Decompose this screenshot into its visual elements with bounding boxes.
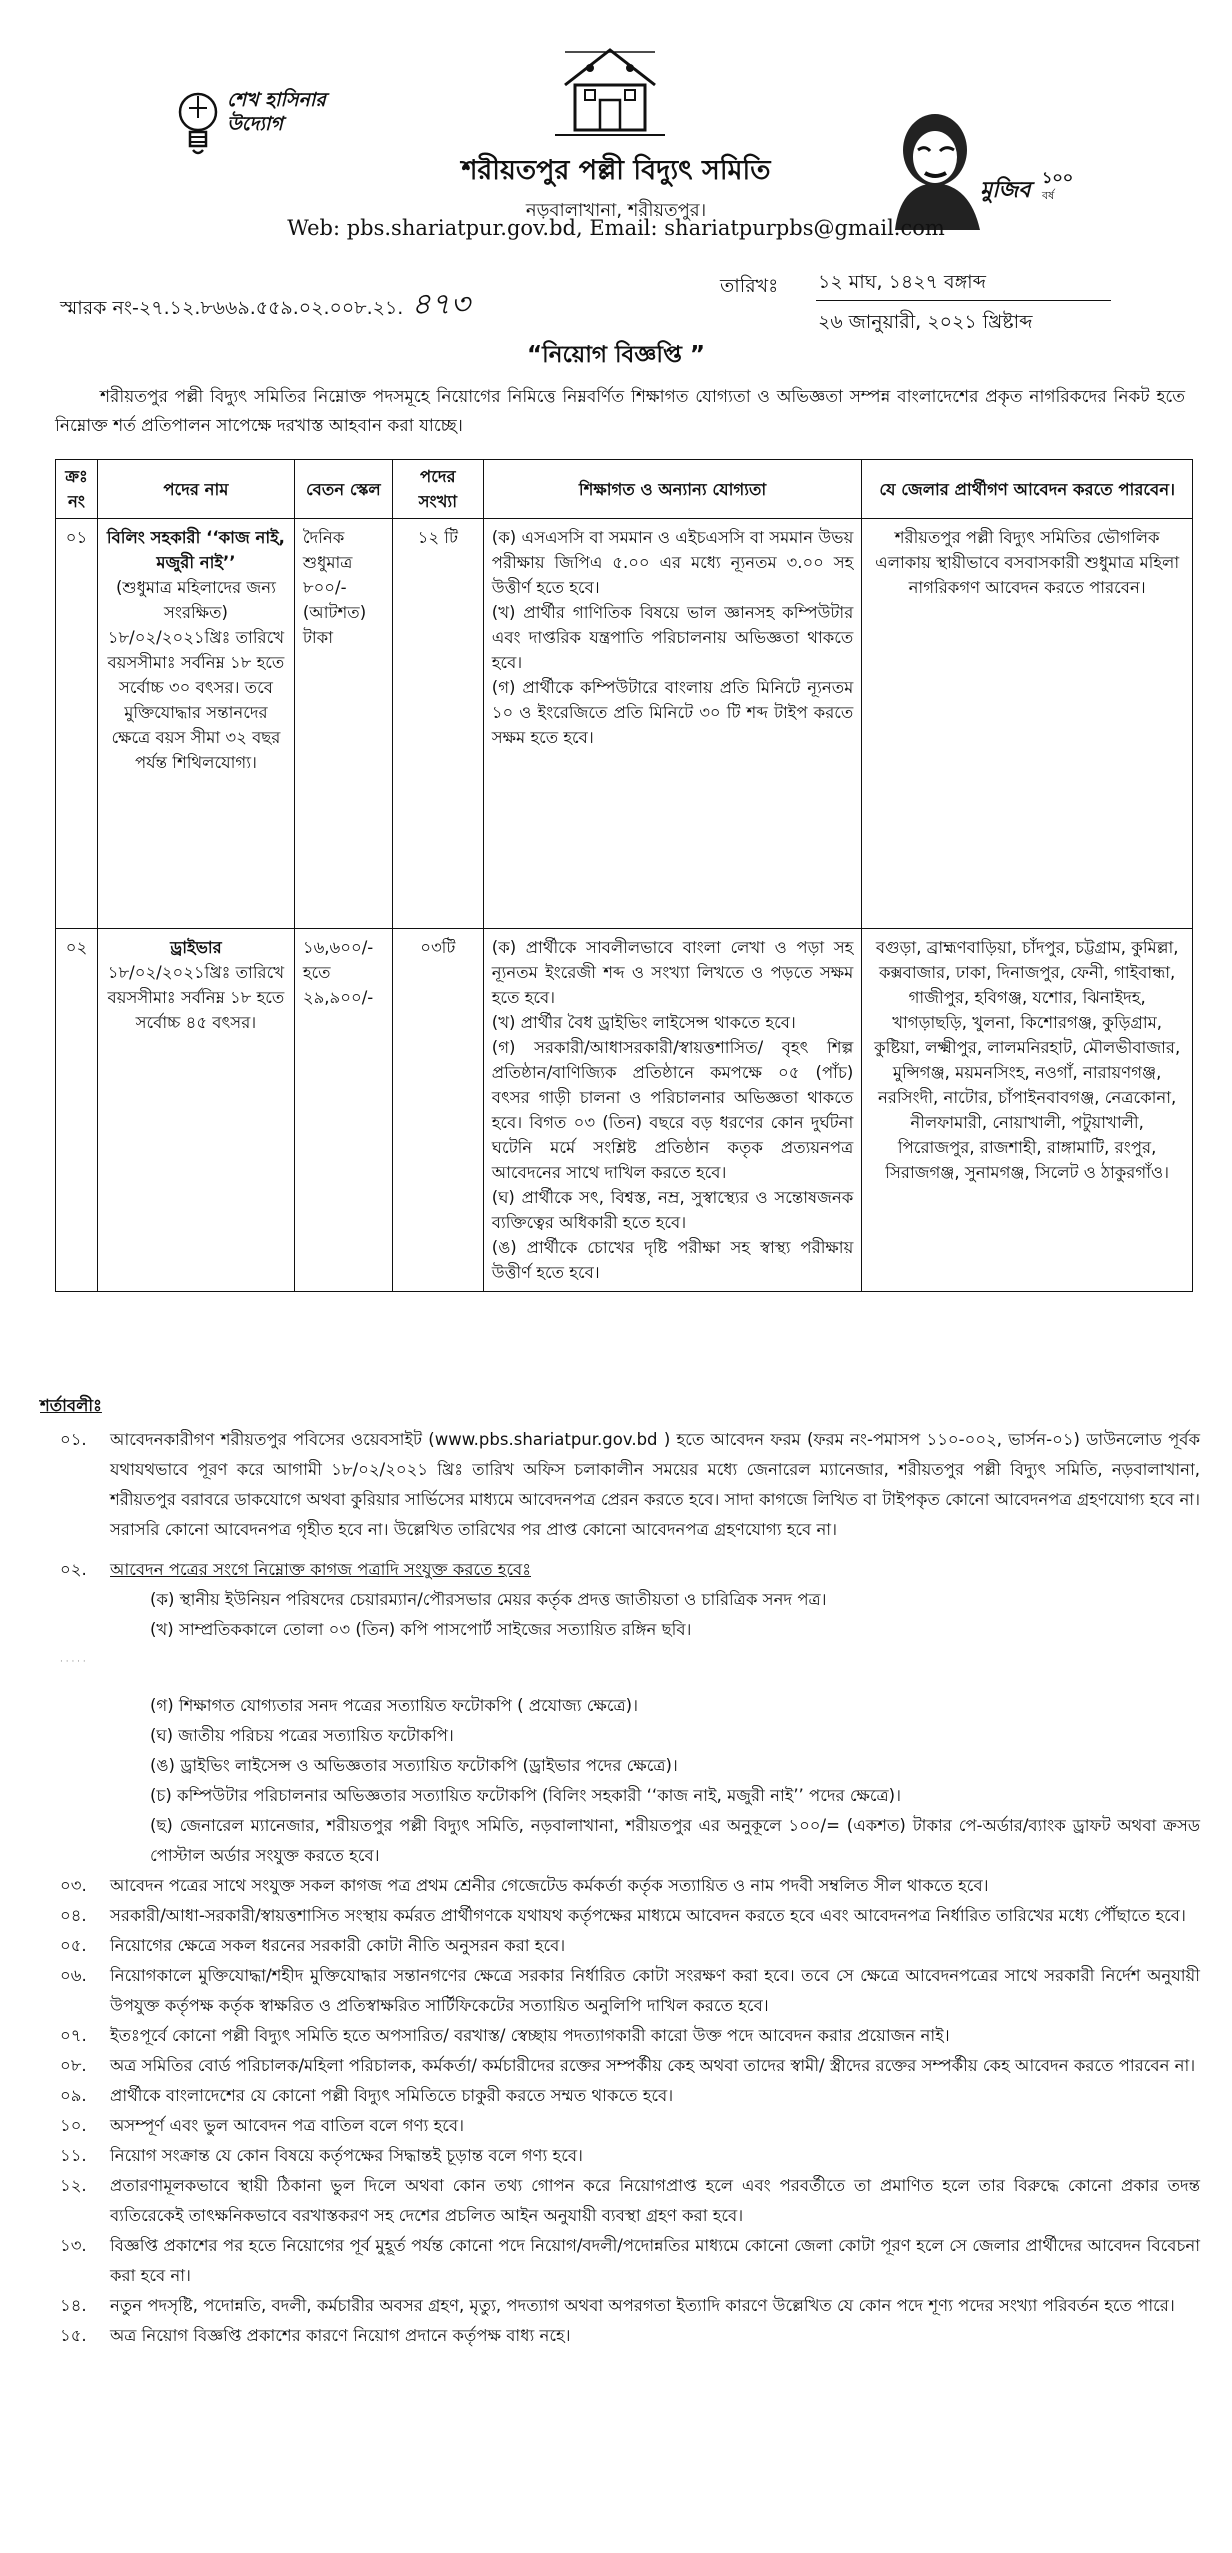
- date-english: ২৬ জানুয়ারী, ২০২১ খ্রিষ্টাব্দ: [818, 311, 1033, 333]
- condition-15-number: ১৫.: [60, 2326, 87, 2345]
- conditions-section: [40, 1391, 1200, 2351]
- condition-02-sub-umo: (ঙ) ড্রাইভিং লাইসেন্স ও অভিজ্ঞতার সত্যায়িত ফটোকপি (ড্রাইভার পদের ক্ষেত্রে)।: [150, 1756, 678, 1775]
- date-label: তারিখঃ: [720, 275, 779, 297]
- row-2-district: বগুড়া, ব্রাহ্মণবাড়িয়া, চাঁদপুর, চট্টগ্রাম, কুমিল্লা, কক্সবাজার, ঢাকা, দিনাজপুর, ফেনী, গাইবান্ধা, গাজীপুর, হবিগঞ্জ, যশোর, ঝিনাইদহ, খাগড়াছড়ি, খুলনা, কিশোরগঞ্জ, কুড়িগ্রাম, কুষ্টিয়া, লক্ষ্মীপুর, লালমনিরহাট, মৌলভীবাজার, মুন্সিগঞ্জ, ময়মনসিংহ, নওগাঁ, নারায়ণগঞ্জ, নরসিংদী, নাটোর, চাঁপাইনবাবগঞ্জ, নেত্রকোনা, নীলফামারী, নোয়াখালী, পটুয়াখালী, পিরোজপুর, রাজশাহী, রাঙ্গামাটি, রংপুর, সিরাজগঞ্জ, সুনামগঞ্জ, সিলেট ও ঠাকুরগাঁও।: [862, 929, 1193, 1292]
- row-2-qual-ga: (গ) সরকারী/আধাসরকারী/স্বায়ত্তশাসিত/ বৃহৎ শিল্প প্রতিষ্ঠান/বাণিজ্যিক প্রতিষ্ঠানে কমপক্ষে ০৫ (পাঁচ) বৎসর গাড়ী চালনা ও পরিচালনার অভিজ্ঞতা থাকতে হবে। বিগত ০৩ (তিন) বছরে বড় ধরণের কোন দুর্ঘটনা ঘটেনি মর্মে সংশ্লিষ্ট প্রতিষ্ঠান কতৃক প্রত্যয়নপত্র আবেদনের সাথে দাখিল করতে হবে।: [491, 1038, 854, 1182]
- condition-05-text: নিয়োগের ক্ষেত্রে সকল ধরনের সরকারী কোটা নীতি অনুসরন করা হবে।: [110, 1936, 566, 1955]
- condition-10-number: ১০.: [60, 2116, 87, 2135]
- condition-11-number: ১১.: [60, 2146, 87, 2165]
- condition-04: [40, 1901, 1200, 1931]
- row-1-qual-ka: (ক) এসএসসি বা সমমান ও এইচএসসি বা সমমান উভয় পরীক্ষায় জিপিএ ৫.০০ এর মধ্যে ন্যূনতম ৩.০০ সহ উত্তীর্ণ হতে হবে।: [491, 528, 854, 597]
- posts-table: [55, 459, 1193, 1292]
- condition-12-number: ১২.: [60, 2176, 87, 2195]
- condition-02-sub-cha: (চ) কম্পিউটার পরিচালনার অভিজ্ঞতার সত্যায়িত ফটোকপি (বিলিং সহকারী ‘‘কাজ নাই, মজুরী নাই’’ পদের ক্ষেত্রে)।: [150, 1786, 902, 1805]
- table-row: [56, 929, 1193, 1292]
- slogan-line-1: শেখ হাসিনার: [227, 89, 326, 111]
- intro-paragraph: শরীয়তপুর পল্লী বিদ্যুৎ সমিতির নিম্নোক্ত পদসমূহে নিয়োগের নিমিত্তে নিম্নবর্ণিত শিক্ষাগত যোগ্যতা ও অভিজ্ঞতা সম্পন্ন বাংলাদেশের প্রকৃত নাগরিকদের নিকট হতে নিম্নোক্ত শর্ত প্রতিপালন সাপেক্ষে দরখাস্ত আহবান করা যাচ্ছে।: [55, 387, 1185, 436]
- condition-01-text: আবেদনকারীগণ শরীয়তপুর পবিসের ওয়েবসাইট (www.pbs.shariatpur.gov.bd ) হতে আবেদন ফরম (ফরম নং-পমাসপ ১১০-০০২, ভার্সন-০১) ডাউনলোড পূর্বক যথাযথভাবে পূরণ করে আগামী ১৮/০২/২০২১ খ্রিঃ তারিখ অফিস চলাকালীন সময়ের মধ্যে জেনারেল ম্যানেজার, শরীয়তপুর পল্লী বিদ্যুৎ সমিতি, নড়বালাখানা, শরীয়তপুর বরাবরে ডাকযোগে অথবা কুরিয়ার সার্ভিসের মাধ্যমে আবেদনপত্র প্রেরন করতে হবে। সাদা কাগজে লিখিত বা টাইপকৃত কোনো আবেদনপত্র গ্রহণযোগ্য হবে না। সরাসরি কোনো আবেদনপত্র গৃহীত হবে না। উল্লেখিত তারিখের পর প্রাপ্ত কোনো আবেদনপত্র গ্রহণযোগ্য হবে না।: [110, 1430, 1200, 1539]
- condition-13-number: ১৩.: [60, 2236, 87, 2255]
- row-1-post: [97, 519, 294, 929]
- light-bulb-icon: [175, 88, 221, 158]
- notice-title: “নিয়োগ বিজ্ঞপ্তি ”: [527, 342, 705, 368]
- condition-13-text: বিজ্ঞপ্তি প্রকাশের পর হতে নিয়োগের পূর্ব মুহূর্ত পর্যন্ত কোনো পদে নিয়োগ/বদলী/পদোন্নতির মাধ্যমে কোনো জেলা কোটা পূরণ হলে সে জেলার প্রার্থীদের আবেদন বিবেচনা করা হবে না।: [110, 2236, 1200, 2285]
- date-bangla: ১২ মাঘ, ১৪২৭ বঙ্গাব্দ: [818, 271, 987, 293]
- condition-03-number: ০৩.: [60, 1876, 87, 1895]
- slogan-line-2: উদ্যোগ: [227, 113, 283, 135]
- header-qualification: শিক্ষাগত ও অন্যান্য যোগ্যতা: [483, 460, 862, 519]
- row-2-post: [97, 929, 294, 1292]
- condition-08: [40, 2051, 1200, 2081]
- condition-09-text: প্রার্থীকে বাংলাদেশের যে কোনো পল্লী বিদ্যুৎ সমিতিতে চাকুরী করতে সম্মত থাকতে হবে।: [110, 2086, 674, 2105]
- table-header-row: [56, 460, 1193, 519]
- row-2-post-title: ড্রাইভার: [170, 938, 222, 957]
- condition-06-number: ০৬.: [60, 1966, 87, 1985]
- condition-02-number: ০২.: [60, 1560, 87, 1579]
- condition-08-number: ০৮.: [60, 2056, 87, 2075]
- condition-13: [40, 2231, 1200, 2291]
- condition-15-text: অত্র নিয়োগ বিজ্ঞপ্তি প্রকাশের কারণে নিয়োগ প্রদানে কর্তৃপক্ষ বাধ্য নহে।: [110, 2326, 571, 2345]
- row-1-district: শরীয়তপুর পল্লী বিদ্যুৎ সমিতির ভৌগলিক এলাকায় স্থায়ীভাবে বসবাসকারী শুধুমাত্র মহিলা নাগরিকগণ আবেদন করতে পারবেন।: [862, 519, 1193, 929]
- condition-12: [40, 2171, 1200, 2231]
- page-break-mark: · · · · ·: [60, 1657, 86, 1667]
- condition-04-text: সরকারী/আধা-সরকারী/স্বায়ত্তশাসিত সংস্থায় কর্মরত প্রার্থীগণকে যথাযথ কর্তৃপক্ষের মাধ্যমে আবেদন করতে হবে এবং আবেদনপত্র নির্ধারিত তারিখের মধ্যে পৌঁছাতে হবে।: [110, 1906, 1186, 1925]
- condition-09: [40, 2081, 1200, 2111]
- condition-12-text: প্রতারণামূলকভাবে স্থায়ী ঠিকানা ভুল দিলে অথবা কোন তথ্য গোপন করে নিয়োগপ্রাপ্ত হলে এবং পরবর্তীতে তা প্রমাণিত হলে তার বিরুদ্ধে কোনো প্রকার তদন্ত ব্যতিরেকেই তাৎক্ষনিকভাবে বরখাস্তকরণ সহ দেশের প্রচলিত আইন অনুযায়ী ব্যবস্থা গ্রহণ করা হবে।: [110, 2176, 1200, 2225]
- condition-06-text: নিয়োগকালে মুক্তিযোদ্ধা/শহীদ মুক্তিযোদ্ধার সন্তানগণের ক্ষেত্রে সরকার নির্ধারিত কোটা সংরক্ষণ করা হবে। তবে সে ক্ষেত্রে আবেদনপত্রের সাথে সরকারী নির্দেশ অনুযায়ী উপযুক্ত কর্তৃপক্ষ কর্তৃক স্বাক্ষরিত ও প্রতিস্বাক্ষরিত সার্টিফিকেটের সত্যায়িত অনুলিপি দাখিল করতে হবে।: [110, 1966, 1200, 2015]
- condition-02-sub-gha: (ঘ) জাতীয় পরিচয় পত্রের সত্যায়িত ফটোকপি।: [150, 1726, 454, 1745]
- conditions-heading: শর্তাবলীঃ: [40, 1396, 102, 1415]
- memo-reference: [60, 280, 470, 331]
- condition-01: [40, 1425, 1200, 1545]
- condition-15: [40, 2321, 1200, 2351]
- row-1-qual-ga: (গ) প্রার্থীকে কম্পিউটারে বাংলায় প্রতি মিনিটে ন্যূনতম ১০ ও ইংরেজিতে প্রতি মিনিটে ৩০ টি শব্দ টাইপ করতে সক্ষম হতে হবে।: [491, 678, 854, 747]
- row-2-sl: ০২: [56, 929, 98, 1292]
- spacer: [40, 1545, 1200, 1555]
- row-2-post-detail: ১৮/০২/২০২১খ্রিঃ তারিখে বয়সসীমাঃ সর্বনিম্ন ১৮ হতে সর্বোচ্চ ৪৫ বৎসর।: [107, 963, 285, 1032]
- memo-label: স্মারক নং-২৭.১২.৮৬৬৯.৫৫৯.০২.০০৮.২১.: [60, 297, 404, 319]
- rural-electrification-logo-icon: [545, 40, 675, 145]
- row-2-pay: ১৬,৬০০/- হতে ২৯,৯০০/-: [294, 929, 392, 1292]
- row-2-qual-umo: (ঙ) প্রার্থীকে চোখের দৃষ্টি পরীক্ষা সহ স্বাস্থ্য পরীক্ষায় উত্তীর্ণ হতে হবে।: [491, 1238, 854, 1282]
- condition-11-text: নিয়োগ সংক্রান্ত যে কোন বিষয়ে কর্তৃপক্ষের সিদ্ধান্তই চূড়ান্ত বলে গণ্য হবে।: [110, 2146, 583, 2165]
- condition-10-text: অসম্পূর্ণ এবং ভুল আবেদন পত্র বাতিল বলে গণ্য হবে।: [110, 2116, 465, 2135]
- row-1-post-title: বিলিং সহকারী ‘‘কাজ নাই, মজুরী নাই’’: [106, 528, 285, 572]
- condition-03-text: আবেদন পত্রের সাথে সংযুক্ত সকল কাগজ পত্র প্রথম শ্রেনীর গেজেটেড কর্মকর্তা কর্তৃক সত্যায়িত ও নাম পদবী সম্বলিত সীল থাকতে হবে।: [110, 1876, 989, 1895]
- table-row: [56, 519, 1193, 929]
- row-2-qual-kha: (খ) প্রার্থীর বৈধ ড্রাইভিং লাইসেন্স থাকতে হবে।: [491, 1013, 796, 1032]
- row-1-pay: দৈনিক শুধুমাত্র ৮০০/- (আটশত) টাকা: [294, 519, 392, 929]
- letterhead: [0, 0, 1232, 300]
- header-post: পদের নাম: [97, 460, 294, 519]
- condition-07-text: ইতঃপূর্বে কোনো পল্লী বিদ্যুৎ সমিতি হতে অপসারিত/ বরখাস্ত/ স্বেচ্ছায় পদত্যাগকারী কারো উক্ত পদে আবেদন করার প্রয়োজন নাই।: [110, 2026, 950, 2045]
- condition-04-number: ০৪.: [60, 1906, 87, 1925]
- row-2-qualifications: [483, 929, 862, 1292]
- row-2-count: ০৩টি: [392, 929, 483, 1292]
- row-1-qual-kha: (খ) প্রার্থীর গাণিতিক বিষয়ে ভাল জ্ঞানসহ কম্পিউটার এবং দাপ্তরিক যন্ত্রপাতি পরিচালনায় অভিজ্ঞতা থাকতে হবে।: [491, 603, 854, 672]
- page-break: [40, 1645, 1200, 1691]
- organization-web-email: Web: pbs.shariatpur.gov.bd, Email: shariatpurpbs@gmail.com: [287, 216, 945, 240]
- condition-08-text: অত্র সমিতির বোর্ড পরিচালক/মহিলা পরিচালক, কর্মকর্তা/ কর্মচারীদের রক্তের সম্পর্কীয় কেহ অথবা তাদের স্বামী/ স্ত্রীদের রক্তের সম্পর্কীয় কেহ আবেদন করতে পারবেন না।: [110, 2056, 1196, 2075]
- condition-09-number: ০৯.: [60, 2086, 87, 2105]
- condition-14-text: নতুন পদসৃষ্টি, পদোন্নতি, বদলী, কর্মচারীর অবসর গ্রহণ, মৃত্যু, পদত্যাগ অথবা অপরগতা ইত্যাদি কারণে উল্লেখিত যে কোন পদে শূণ্য পদের সংখ্যা পরিবর্তন হতে পারে।: [110, 2296, 1175, 2315]
- memo-number: ৪৭৩: [411, 287, 470, 322]
- condition-05: [40, 1931, 1200, 1961]
- mujib-logo-text: মুজিব: [980, 178, 1031, 203]
- condition-11: [40, 2141, 1200, 2171]
- condition-01-number: ০১.: [60, 1430, 87, 1449]
- condition-14: [40, 2291, 1200, 2321]
- header-pay: বেতন স্কেল: [294, 460, 392, 519]
- condition-06: [40, 1961, 1200, 2021]
- organization-name: শরীয়তপুর পল্লী বিদ্যুৎ সমিতি: [461, 155, 771, 186]
- row-1-count: ১২ টি: [392, 519, 483, 929]
- row-1-qualifications: [483, 519, 862, 929]
- condition-03: [40, 1871, 1200, 1901]
- initiative-slogan: [227, 88, 326, 136]
- mujib-logo-sub: বর্ষ: [1042, 189, 1055, 202]
- row-2-qual-gha: (ঘ) প্রার্থীকে সৎ, বিশ্বস্ত, নম্র, সুস্বাস্থ্যের ও সন্তোষজনক ব্যক্তিত্বের অধিকারী হতে হবে।: [491, 1188, 854, 1232]
- condition-02-sub-ka: (ক) স্থানীয় ইউনিয়ন পরিষদের চেয়ারম্যান/পৌরসভার মেয়র কর্তৃক প্রদত্ত জাতীয়তা ও চারিত্রিক সনদ পত্র।: [150, 1590, 827, 1609]
- condition-02: [40, 1555, 1200, 1585]
- condition-02-sub-ga: (গ) শিক্ষাগত যোগ্যতার সনদ পত্রের সত্যায়িত ফটোকপি ( প্রযোজ্য ক্ষেত্রে)।: [150, 1696, 638, 1715]
- header-district: যে জেলার প্রার্থীগণ আবেদন করতে পারবেন।: [862, 460, 1193, 519]
- date-divider: [816, 300, 1111, 301]
- condition-07-number: ০৭.: [60, 2026, 87, 2045]
- condition-07: [40, 2021, 1200, 2051]
- mujib-logo-number: ১০০: [1042, 168, 1074, 187]
- row-1-sl: ০১: [56, 519, 98, 929]
- header-sl: ক্রঃ নং: [56, 460, 98, 519]
- organization-address: নড়বালাখানা, শরীয়তপুর।: [525, 200, 707, 221]
- condition-14-number: ১৪.: [60, 2296, 87, 2315]
- condition-02-text: আবেদন পত্রের সংগে নিম্নোক্ত কাগজ পত্রাদি সংযুক্ত করতে হবেঃ: [110, 1560, 531, 1579]
- condition-10: [40, 2111, 1200, 2141]
- row-2-qual-ka: (ক) প্রার্থীকে সাবলীলভাবে বাংলা লেখা ও পড়া সহ ন্যূনতম ইংরেজী শব্দ ও সংখ্যা লিখতে ও পড়তে সক্ষম হতে হবে।: [491, 938, 854, 1007]
- row-1-post-detail: (শুধুমাত্র মহিলাদের জন্য সংরক্ষিত) ১৮/০২/২০২১খ্রিঃ তারিখে বয়সসীমাঃ সর্বনিম্ন ১৮ হতে সর্বোচ্চ ৩০ বৎসর। তবে মুক্তিযোদ্ধার সন্তানদের ক্ষেত্রে বয়স সীমা ৩২ বছর পর্যন্ত শিথিলযোগ্য।: [107, 578, 285, 772]
- condition-02-sub-chha: (ছ) জেনারেল ম্যানেজার, শরীয়তপুর পল্লী বিদ্যুৎ সমিতি, নড়বালাখানা, শরীয়তপুর এর অনুকূলে ১০০/= (একশত) টাকার পে-অর্ডার/ব্যাংক ড্রাফট অথবা ক্রসড পোস্টাল অর্ডার সংযুক্ত করতে হবে।: [150, 1816, 1200, 1865]
- header-count: পদের সংখ্যা: [392, 460, 483, 519]
- condition-05-number: ০৫.: [60, 1936, 87, 1955]
- condition-02-sub-kha: (খ) সাম্প্রতিককালে তোলা ০৩ (তিন) কপি পাসপোর্ট সাইজের সত্যায়িত রঙ্গিন ছবি।: [150, 1620, 692, 1639]
